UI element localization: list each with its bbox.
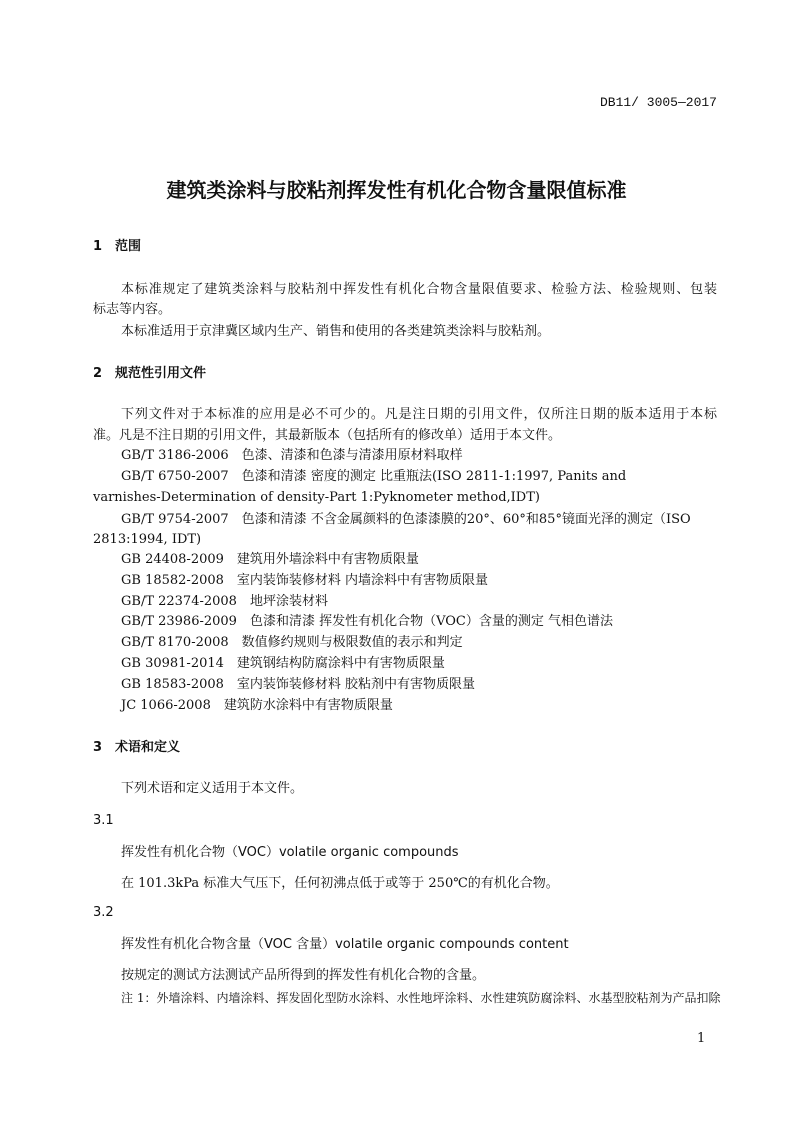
term-name: 挥发性有机化合物含量（VOC 含量）volatile organic compounds content (121, 937, 569, 952)
term-definition: 按规定的测试方法测试产品所得到的挥发性有机化合物的含量。 (121, 968, 486, 983)
reference-item-continued: 2813:1994, IDT) (93, 532, 202, 547)
section-heading-normative-references: 2 规范性引用文件 (93, 366, 207, 381)
reference-item: JC 1066-2008 建筑防水涂料中有害物质限量 (121, 698, 393, 713)
reference-item: GB/T 23986-2009 色漆和清漆 挥发性有机化合物（VOC）含量的测定 气相色谱法 (121, 614, 613, 629)
paragraph-line: 标志等内容。 (93, 302, 172, 317)
reference-item: GB 30981-2014 建筑钢结构防腐涂料中有害物质限量 (121, 656, 445, 671)
note-line: 注 1：外墙涂料、内墙涂料、挥发固化型防水涂料、水性地坪涂料、水性建筑防腐涂料、水基型胶粘剂为产品扣除 (121, 991, 721, 1005)
paragraph-line: 准。凡是不注日期的引用文件，其最新版本（包括所有的修改单）适用于本文件。 (93, 428, 562, 443)
paragraph-line: 本标准规定了建筑类涂料与胶粘剂中挥发性有机化合物含量限值要求、检验方法、检验规则、包装 (121, 282, 717, 297)
term-number: 3.2 (93, 905, 114, 920)
reference-item: GB/T 8170-2008 数值修约规则与极限数值的表示和判定 (121, 635, 463, 650)
paragraph-line: 下列文件对于本标准的应用是必不可少的。凡是注日期的引用文件，仅所注日期的版本适用于本标 (121, 407, 717, 422)
page-number: 1 (697, 1031, 706, 1046)
reference-item: GB 18583-2008 室内装饰装修材料 胶粘剂中有害物质限量 (121, 677, 476, 692)
reference-item: GB 18582-2008 室内装饰装修材料 内墙涂料中有害物质限量 (121, 573, 489, 588)
reference-item: GB/T 3186-2006 色漆、清漆和色漆与清漆用原材料取样 (121, 448, 463, 463)
section-heading-terms: 3 术语和定义 (93, 740, 181, 755)
section-heading-scope: 1 范围 (93, 239, 142, 254)
paragraph-line: 下列术语和定义适用于本文件。 (121, 781, 304, 796)
document-title: 建筑类涂料与胶粘剂挥发性有机化合物含量限值标准 (166, 178, 627, 202)
reference-item: GB/T 6750-2007 色漆和清漆 密度的测定 比重瓶法(ISO 2811-1:1997, Panits and (121, 469, 627, 484)
document-number: DB11/ 3005—2017 (599, 95, 717, 110)
reference-item: GB/T 9754-2007 色漆和清漆 不含金属颜料的色漆漆膜的20°、60°和85°镜面光泽的测定（ISO (121, 512, 691, 527)
reference-item: GB 24408-2009 建筑用外墙涂料中有害物质限量 (121, 552, 419, 567)
paragraph-line: 本标准适用于京津冀区域内生产、销售和使用的各类建筑类涂料与胶粘剂。 (121, 324, 551, 339)
reference-item: GB/T 22374-2008 地坪涂装材料 (121, 594, 328, 609)
term-name: 挥发性有机化合物（VOC）volatile organic compounds (121, 845, 459, 860)
reference-item-continued: varnishes-Determination of density-Part 1:Pyknometer method,IDT) (93, 490, 540, 505)
term-number: 3.1 (93, 813, 114, 828)
term-definition: 在 101.3kPa 标准大气压下，任何初沸点低于或等于 250℃的有机化合物。 (121, 876, 559, 891)
